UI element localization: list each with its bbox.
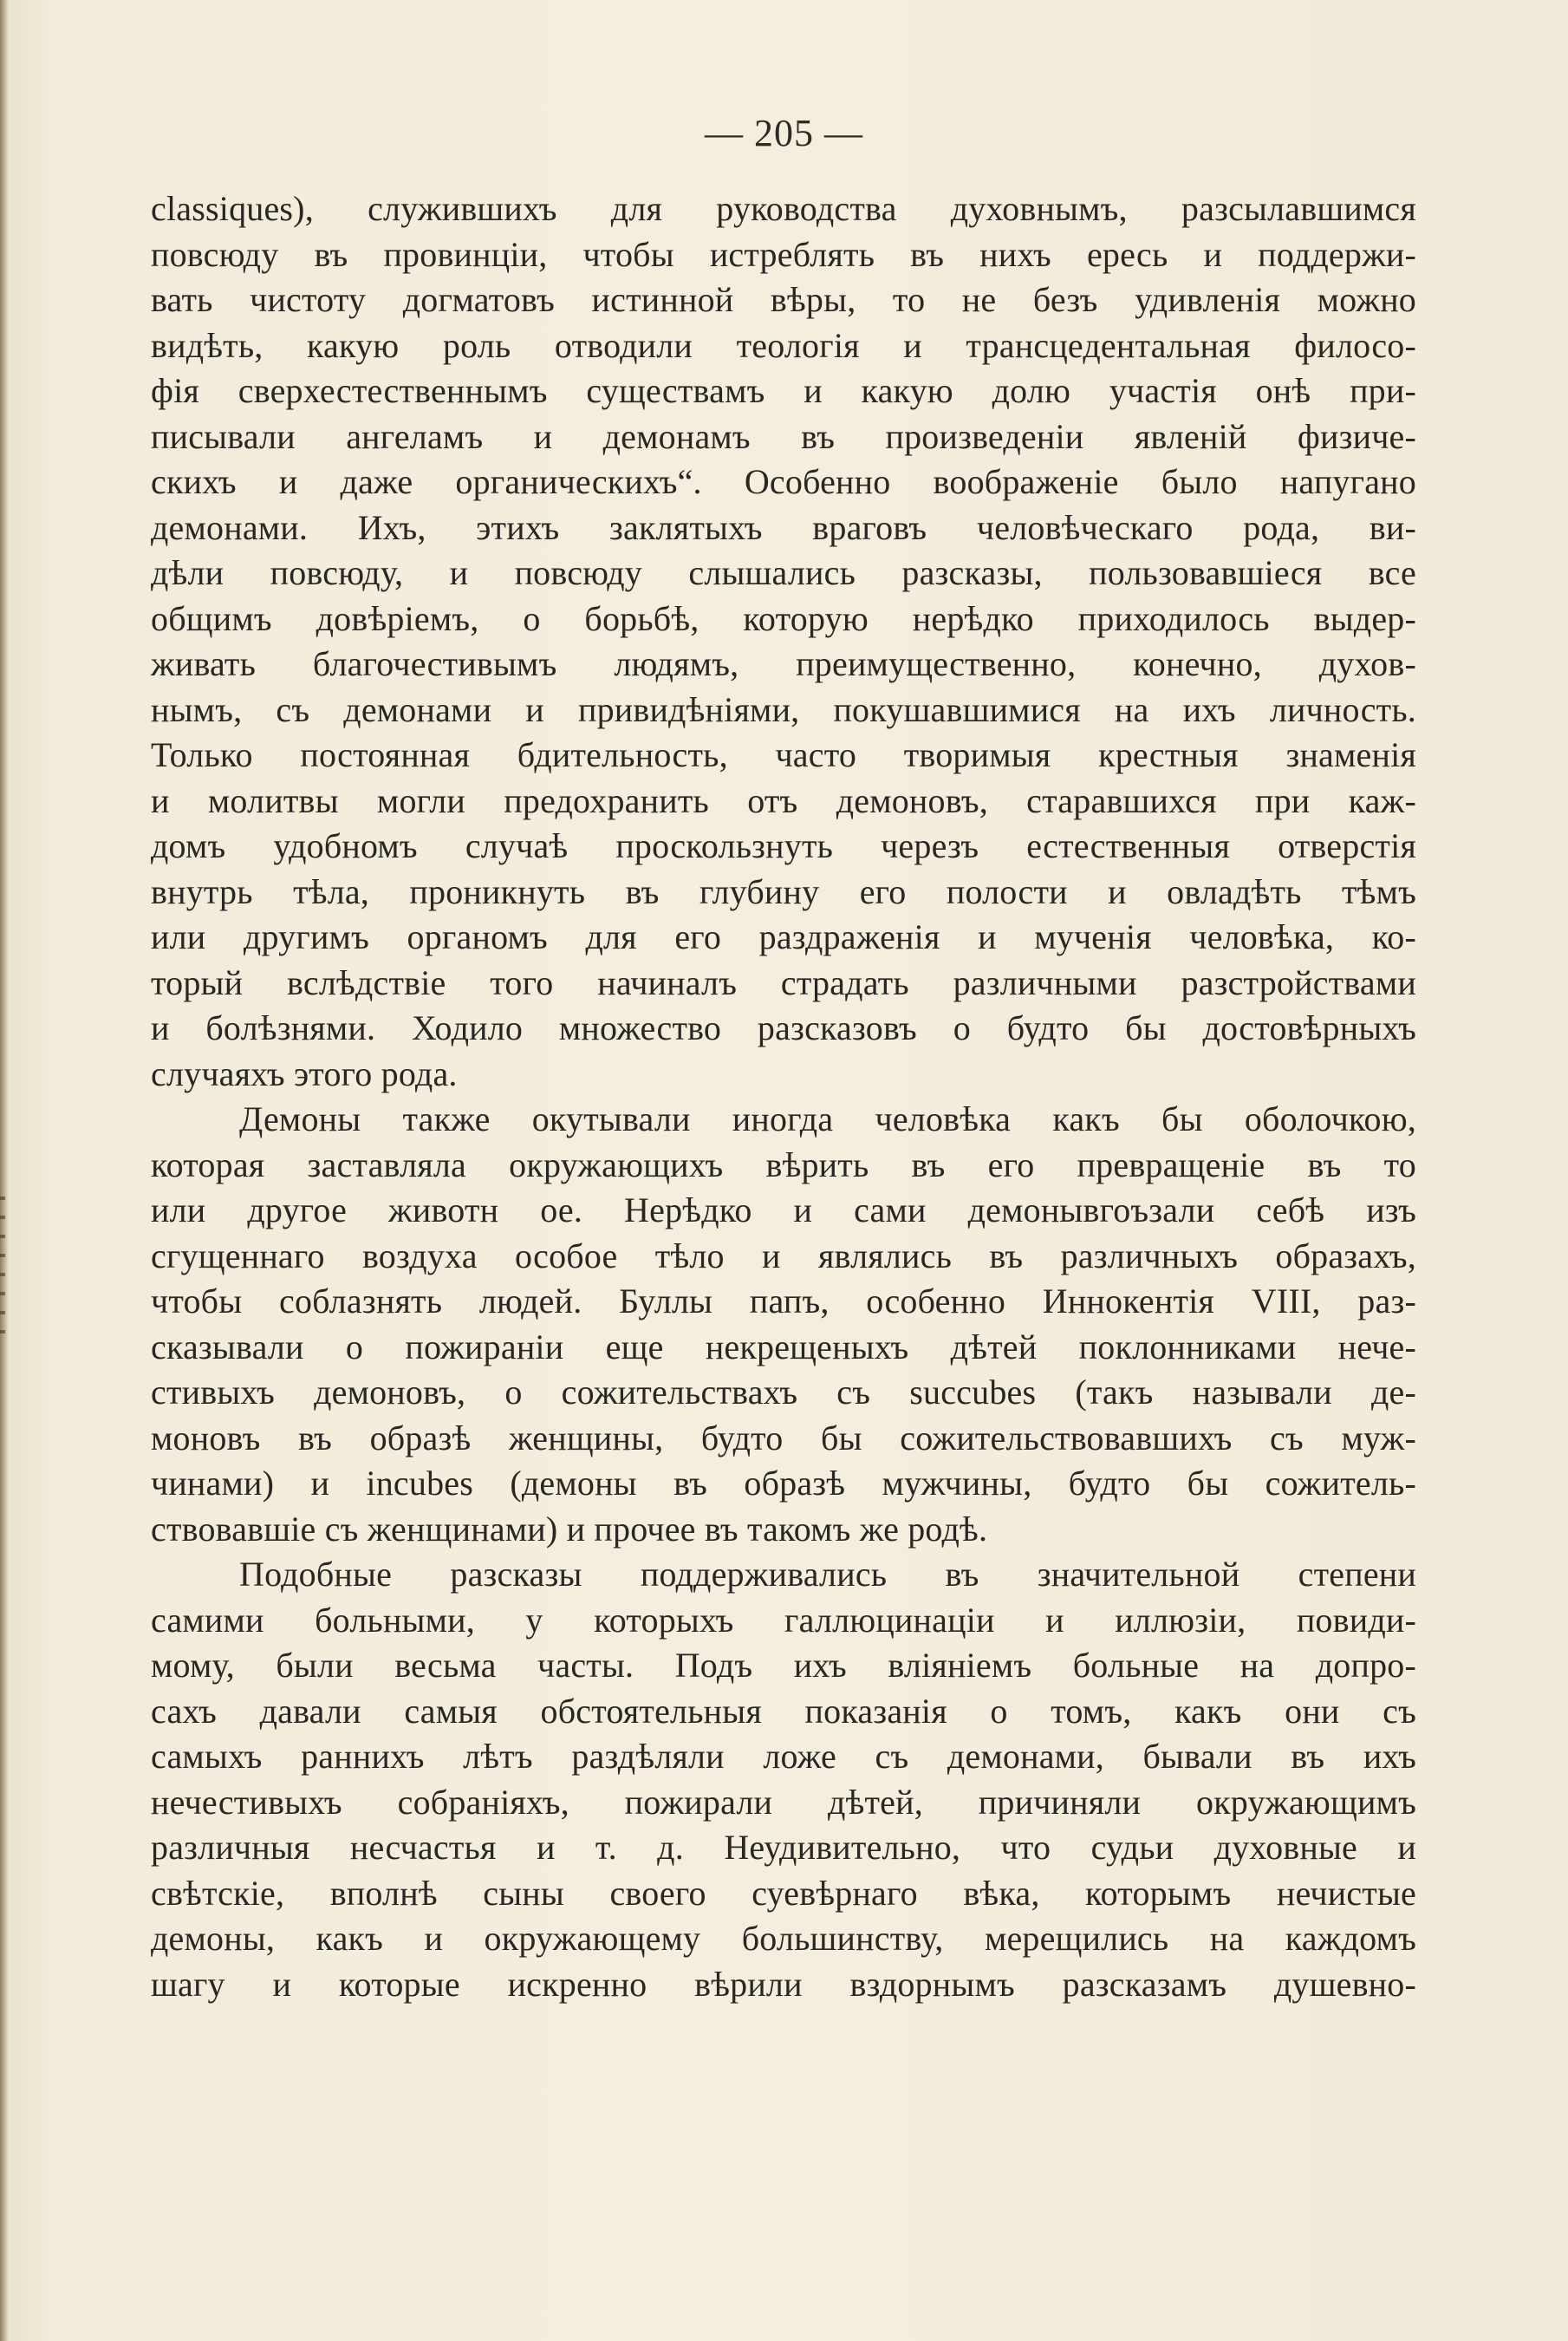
text-line: и болѣзнями. Ходило множество разсказовъ о будто бы достовѣрныхъ (151, 1008, 1416, 1047)
text-line: вать чистоту догматовъ истинной вѣры, то не безъ удивленія можно (151, 280, 1416, 319)
body-text (151, 186, 1416, 2007)
paragraph-3 (151, 1552, 1416, 2007)
text-line: Подобные разсказы поддерживались въ значительной степени (239, 1555, 1416, 1594)
text-line: случаяхъ этого рода. (151, 1053, 458, 1093)
text-line: сказывали о пожираніи еще некрещеныхъ дѣтей поклонниками нече- (151, 1327, 1416, 1366)
text-line: торый вслѣдствіе того начиналъ страдать различными разстройствами (151, 962, 1416, 1002)
edge-ink-marks (0, 1197, 5, 1344)
page-number: — 205 — (705, 112, 863, 154)
text-line: свѣтскіе, вполнѣ сыны своего суевѣрнаго вѣка, которымъ нечистые (151, 1873, 1416, 1913)
text-line: мому, были весьма часты. Подъ ихъ вліяніемъ больные на допро- (151, 1646, 1416, 1685)
text-line: различныя несчастья и т. д. Неудивительно, что судьи духовные и (151, 1828, 1416, 1867)
text-line: classiques), служившихъ для руководства духовнымъ, разсылавшимся (151, 189, 1416, 228)
text-line: нечестивыхъ собраніяхъ, пожирали дѣтей, причиняли окружающимъ (151, 1782, 1416, 1822)
text-line: писывали ангеламъ и демонамъ въ произведеніи явленій физиче- (151, 416, 1416, 456)
text-line: моновъ въ образѣ женщины, будто бы сожительствовавшихъ съ муж- (151, 1418, 1416, 1457)
text-line: ствовавшіе съ женщинами) и прочее въ такомъ же родѣ. (151, 1509, 988, 1549)
text-line: живать благочестивымъ людямъ, преимущественно, конечно, духов- (151, 644, 1416, 683)
text-line: Только постоянная бдительность, часто творимыя крестныя знаменія (151, 735, 1416, 774)
text-line: которая заставляла окружающихъ вѣрить въ его превращеніе въ то (151, 1144, 1416, 1184)
text-line: скихъ и даже органическихъ“. Особенно воображеніе было напугано (151, 462, 1416, 501)
text-line: самими больными, у которыхъ галлюцинаціи и иллюзіи, повиди- (151, 1600, 1416, 1640)
text-line: фія сверхестественнымъ существамъ и какую долю участія онѣ при- (151, 371, 1416, 410)
text-line: Демоны также окутывали иногда человѣка какъ бы оболочкою, (239, 1099, 1416, 1138)
text-line: и молитвы могли предохранить отъ демоновъ, старавшихся при каж- (151, 780, 1416, 820)
text-line: сахъ давали самыя обстоятельныя показанія о томъ, какъ они съ (151, 1691, 1416, 1731)
paragraph-2 (151, 1097, 1416, 1552)
text-line: общимъ довѣріемъ, о борьбѣ, которую нерѣдко приходилось выдер- (151, 598, 1416, 638)
text-line: чтобы соблазнять людей. Буллы папъ, особенно Иннокентія VIII, раз- (151, 1281, 1416, 1320)
text-line: домъ удобномъ случаѣ проскользнуть черезъ естественныя отверстія (151, 826, 1416, 865)
text-line: сгущеннаго воздуха особое тѣло и являлись въ различныхъ образахъ, (151, 1236, 1416, 1275)
text-line: видѣть, какую роль отводили теологія и трансцедентальная филосо- (151, 325, 1416, 365)
text-line: самыхъ раннихъ лѣтъ раздѣляли ложе съ демонами, бывали въ ихъ (151, 1737, 1416, 1776)
text-line: или другимъ органомъ для его раздраженія и мученія человѣка, ко- (151, 917, 1416, 956)
text-line: дѣли повсюду, и повсюду слышались разсказы, пользовавшіеся все (151, 553, 1416, 592)
page-binding-edge (0, 0, 9, 2341)
text-line: или другое животн ое. Нерѣдко и сами демонывгоъзали себѣ изъ (151, 1190, 1416, 1229)
text-line: внутрь тѣла, проникнуть въ глубину его полости и овладѣть тѣмъ (151, 871, 1416, 911)
text-line: стивыхъ демоновъ, о сожительствахъ съ succubes (такъ называли де- (151, 1373, 1416, 1412)
text-line: повсюду въ провинціи, чтобы истреблять въ нихъ ересь и поддержи- (151, 234, 1416, 274)
paragraph-1 (151, 186, 1416, 1097)
text-line: нымъ, съ демонами и привидѣніями, покушавшимися на ихъ личность. (151, 689, 1416, 729)
text-line: шагу и которые искренно вѣрили вздорнымъ разсказамъ душевно- (151, 1964, 1416, 2004)
text-line: чинами) и incubes (демоны въ образѣ мужчины, будто бы сожитель- (151, 1464, 1416, 1503)
text-line: демоны, какъ и окружающему большинству, мерещились на каждомъ (151, 1919, 1416, 1958)
text-line: демонами. Ихъ, этихъ заклятыхъ враговъ человѣческаго рода, ви- (151, 507, 1416, 547)
